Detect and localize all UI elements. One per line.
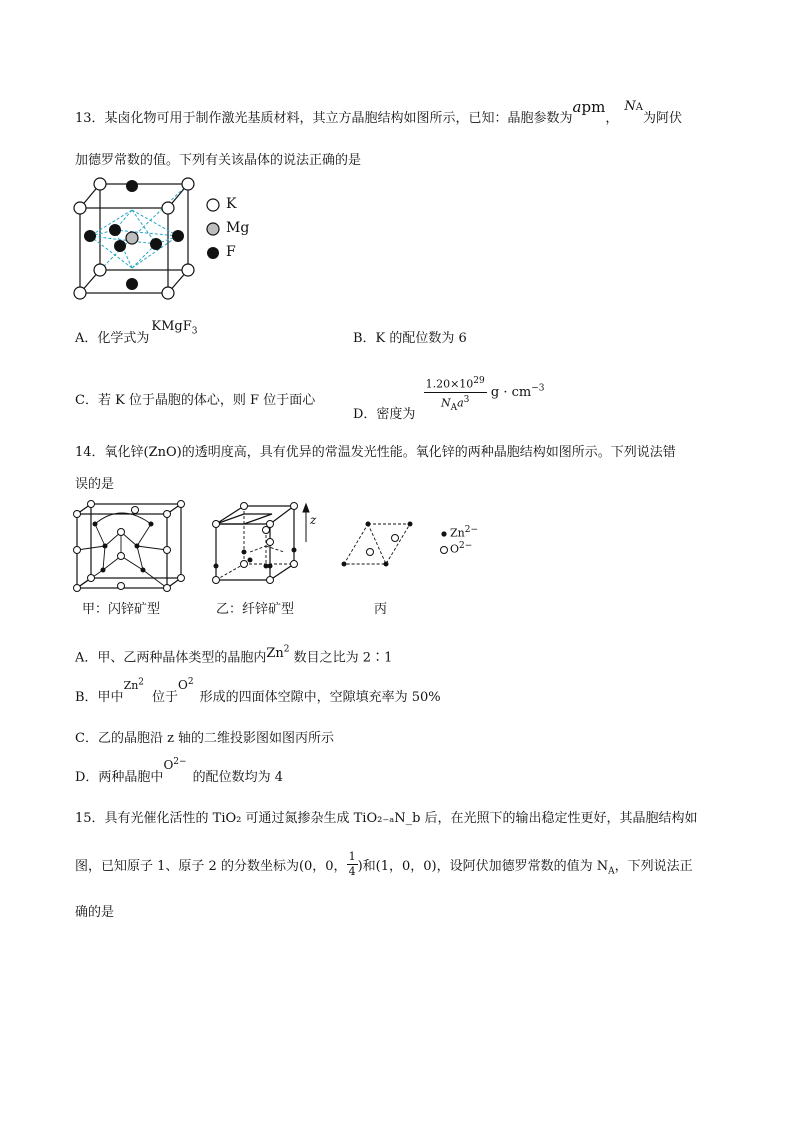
o-legend-label: $O^{2-}$ — [450, 541, 473, 556]
q13-option-a: A．化学式为KMgF$_3$ — [75, 319, 198, 346]
q15-stem-line2: 图，已知原子 1、原子 2 的分数坐标为(0，0， $\frac{1}{4}$ )和(1，0，0)，设阿伏加德罗常数的值为 $N_A$，下列说法正 — [75, 850, 693, 878]
wurtzite-label: 乙：纤锌矿型 — [216, 602, 295, 617]
o-legend-marker — [439, 545, 449, 555]
projection-label: 丙 — [374, 602, 388, 617]
q13-crystal-figure — [70, 176, 210, 301]
q14-option-c: C．乙的晶胞沿 z 轴的二维投影图如图丙所示 — [75, 731, 335, 746]
q14-option-a: A．甲、乙两种晶体类型的晶胞内Zn$^2$ 数目之比为 2∶1 — [75, 645, 393, 666]
projection-figure — [340, 520, 430, 575]
q14-stem-line2: 误的是 — [75, 477, 115, 492]
mg-legend-marker — [206, 222, 220, 236]
q14-option-d: D．两种晶胞中$O^{2-}$的配位数均为 4 — [75, 757, 283, 785]
zinc-blende-figure — [75, 500, 185, 590]
zn-legend-marker — [440, 530, 448, 538]
k-legend-label: K — [226, 196, 237, 212]
f-legend-marker — [206, 246, 220, 260]
q14-option-b: B．甲中$^{Zn^2}$位于$O^2$形成的四面体空隙中，空隙填充率为 50% — [75, 677, 441, 705]
q15-stem-line3: 确的是 — [75, 905, 115, 920]
q14-stem-line1: 14．氧化锌(ZnO)的透明度高，具有优异的常温发光性能。氧化锌的两种晶胞结构如图所示。下列说法错 — [75, 445, 676, 460]
k-legend-marker — [206, 198, 220, 212]
wurtzite-figure — [210, 500, 320, 590]
q15-stem-line1: 15．具有光催化活性的 TiO₂ 可通过氮掺杂生成 TiO₂₋ₐN_b 后，在光照下的输出稳定性更好，其晶胞结构如 — [75, 811, 698, 826]
z-axis-label: z — [310, 513, 317, 527]
q13-option-d: D．密度为 $\frac{1.20\times 10^{29}}{N_Aa^3}$ $g \cdot cm^{-3}$ — [353, 376, 545, 422]
fraction-one-quarter: $\frac{1}{4}$ — [348, 850, 356, 878]
q13-option-b: B．K 的配位数为 6 — [353, 331, 467, 346]
zn-legend-label: $Zn^{2-}$ — [450, 525, 479, 540]
q13-stem-line2: 加德罗常数的值。下列有关该晶体的说法正确的是 — [75, 153, 362, 168]
density-fraction: $\frac{1.20\times 10^{29}}{N_Aa^3}$ — [425, 376, 485, 413]
q13-option-c: C．若 K 位于晶胞的体心，则 F 位于面心 — [75, 393, 316, 408]
mg-legend-label: Mg — [226, 220, 250, 236]
q13-stem-line1: 13．某卤化物可用于制作激光基质材料，其立方晶胞结构如图所示，已知：晶胞参数为apm，NA为阿伏 — [75, 98, 682, 126]
zinc-blende-label: 甲：闪锌矿型 — [82, 602, 161, 617]
f-legend-label: F — [226, 244, 236, 260]
